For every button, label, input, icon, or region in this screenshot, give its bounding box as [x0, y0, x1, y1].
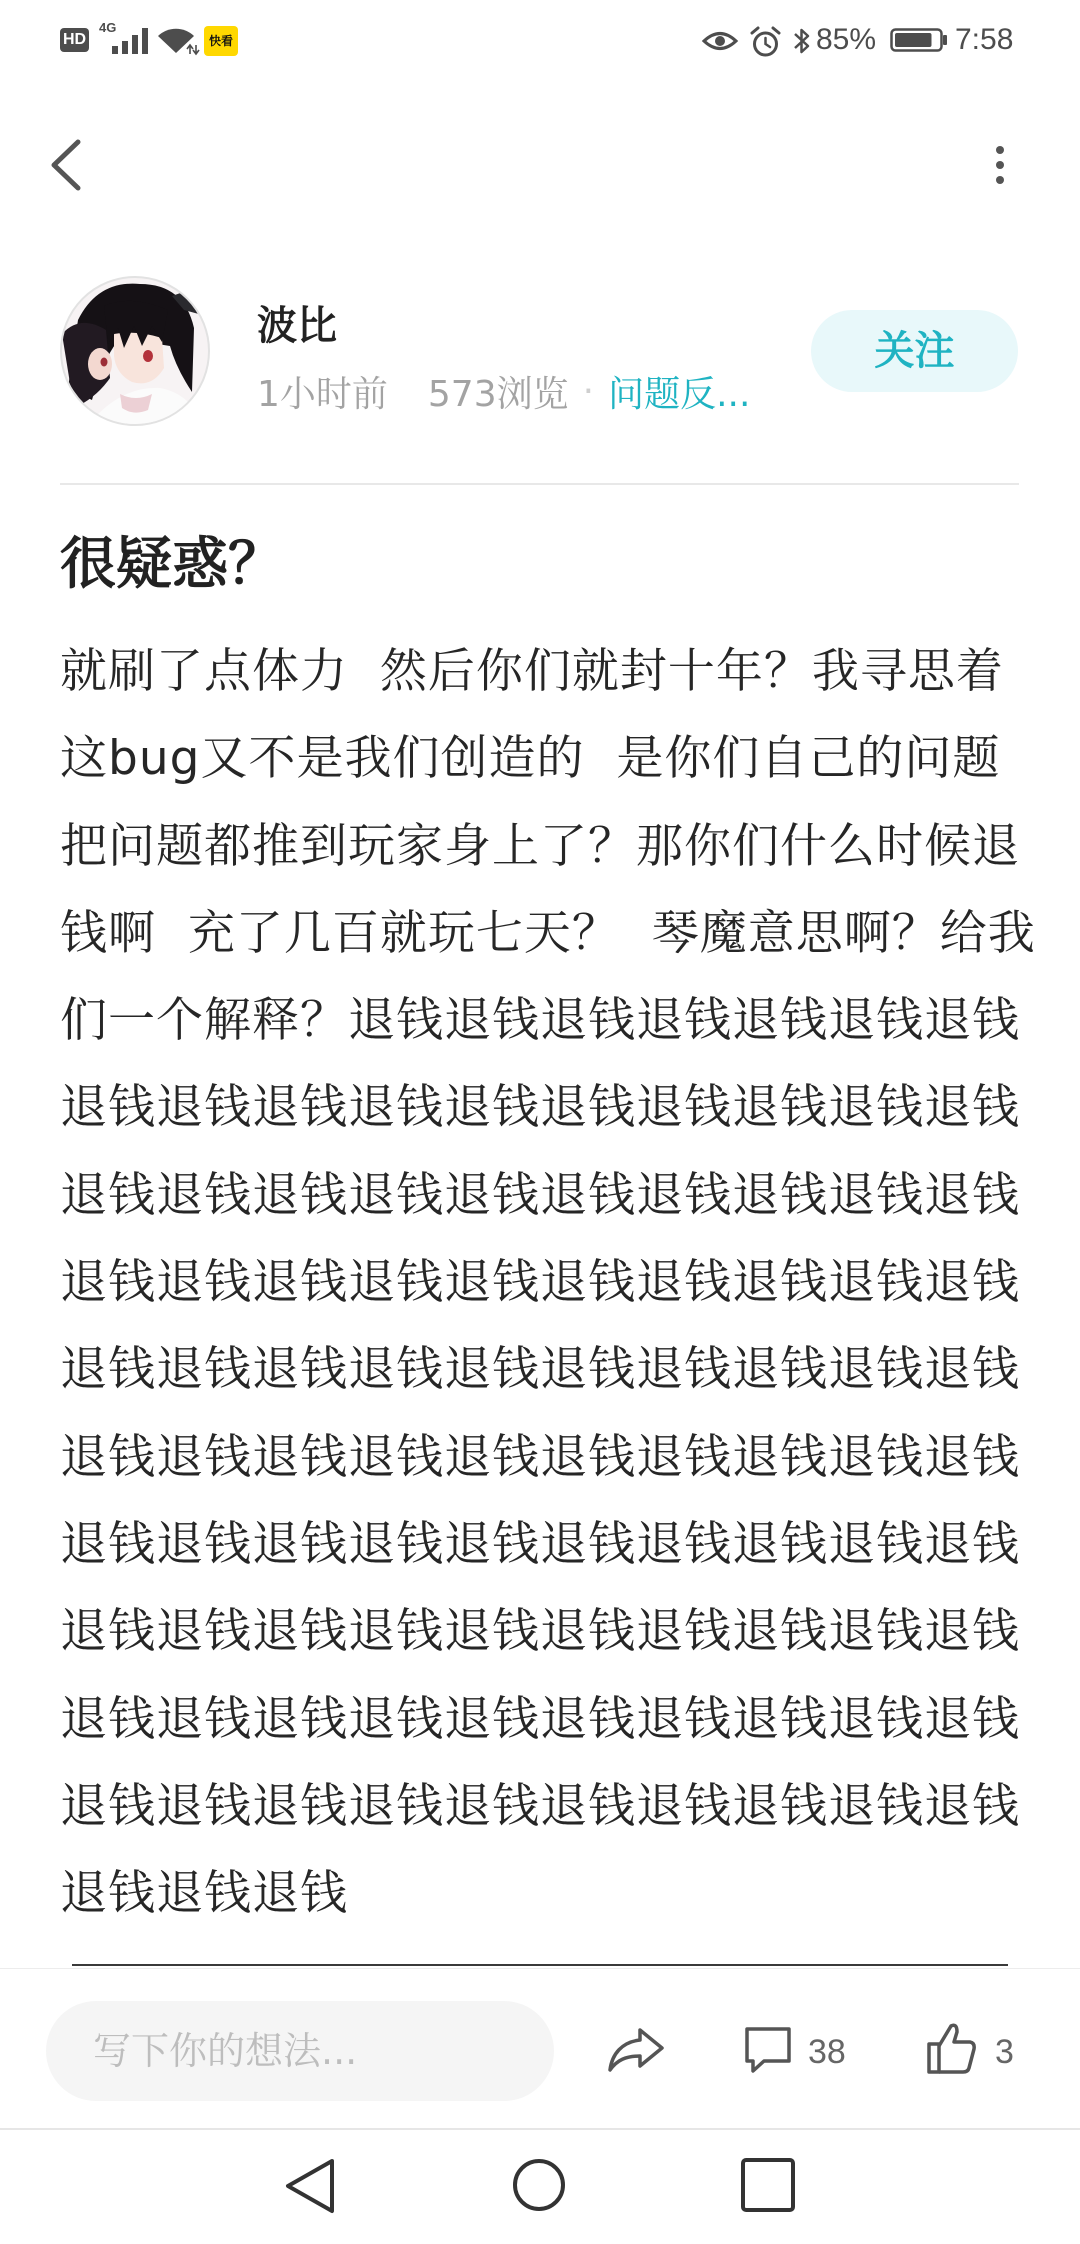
body-line: 退钱退钱退钱退钱退钱退钱退钱退钱退钱退钱 [60, 1691, 1020, 1747]
kuaikan-app-icon: 快看 [204, 26, 238, 56]
meta-separator: · [582, 370, 595, 412]
view-count: 573浏览 [427, 373, 569, 415]
comment-box[interactable] [46, 2001, 554, 2101]
author-avatar[interactable] [60, 276, 210, 426]
post-body [60, 628, 1050, 1937]
body-line: 退钱退钱退钱退钱退钱退钱退钱退钱退钱退钱 [60, 1255, 1020, 1311]
back-arrow-icon[interactable] [48, 138, 84, 192]
body-line: 们一个解释？退钱退钱退钱退钱退钱退钱退钱 [60, 993, 1020, 1049]
clock-time: 7:58 [955, 23, 1014, 56]
body-line: 退钱退钱退钱退钱退钱退钱退钱退钱退钱退钱 [60, 1429, 1020, 1485]
battery-percent: 85% [816, 23, 877, 56]
category-link[interactable]: 问题反... [608, 373, 751, 415]
more-vertical-icon[interactable] [990, 145, 1010, 185]
like-icon[interactable] [925, 2020, 977, 2076]
follow-button[interactable]: 关注 [811, 310, 1018, 392]
body-line: 退钱退钱退钱退钱退钱退钱退钱退钱退钱退钱 [60, 1342, 1020, 1398]
action-bar-divider [0, 1968, 1080, 1969]
like-count[interactable]: 3 [995, 2033, 1014, 2071]
content-end-divider [72, 1964, 1008, 1966]
post-title: 很疑惑？ [60, 532, 284, 597]
comment-icon[interactable] [742, 2024, 794, 2076]
nav-home-icon[interactable] [511, 2157, 567, 2213]
body-line: 退钱退钱退钱退钱退钱退钱退钱退钱退钱退钱 [60, 1080, 1020, 1136]
comment-count[interactable]: 38 [808, 2033, 846, 2071]
signal-icon [112, 28, 148, 54]
body-line: 退钱退钱退钱退钱退钱退钱退钱退钱退钱退钱 [60, 1604, 1020, 1660]
body-line: 退钱退钱退钱退钱退钱退钱退钱退钱退钱退钱 [60, 1778, 1020, 1834]
share-icon[interactable] [606, 2024, 666, 2076]
body-line: 把问题都推到玩家身上了？那你们什么时候退 [60, 818, 1020, 874]
nav-recents-icon[interactable] [741, 2158, 795, 2212]
post-meta [257, 366, 750, 416]
body-line: 钱啊 充了几百就玩七天？ 琴魔意思啊？给我 [60, 905, 1036, 961]
header-divider [60, 483, 1019, 485]
wifi-icon [157, 27, 199, 55]
alarm-icon [750, 27, 781, 57]
nav-back-icon[interactable] [282, 2158, 338, 2214]
body-line: 就刷了点体力 然后你们就封十年？我寻思着 [60, 644, 1004, 699]
bluetooth-icon [793, 26, 811, 56]
network-type-label: 4G [99, 20, 117, 35]
author-name[interactable]: 波比 [257, 303, 337, 349]
body-line: 这bug又不是我们创造的 是你们自己的问题 [60, 731, 1001, 787]
post-time: 1小时前 [257, 373, 388, 415]
comment-input[interactable] [93, 2001, 533, 2101]
status-bar [0, 0, 1080, 80]
body-line: 退钱退钱退钱 [60, 1866, 348, 1922]
body-line: 退钱退钱退钱退钱退钱退钱退钱退钱退钱退钱 [60, 1167, 1020, 1223]
body-line: 退钱退钱退钱退钱退钱退钱退钱退钱退钱退钱 [60, 1516, 1020, 1572]
eye-comfort-icon [702, 30, 738, 52]
hd-icon: HD [60, 28, 89, 52]
battery-icon [890, 28, 948, 52]
